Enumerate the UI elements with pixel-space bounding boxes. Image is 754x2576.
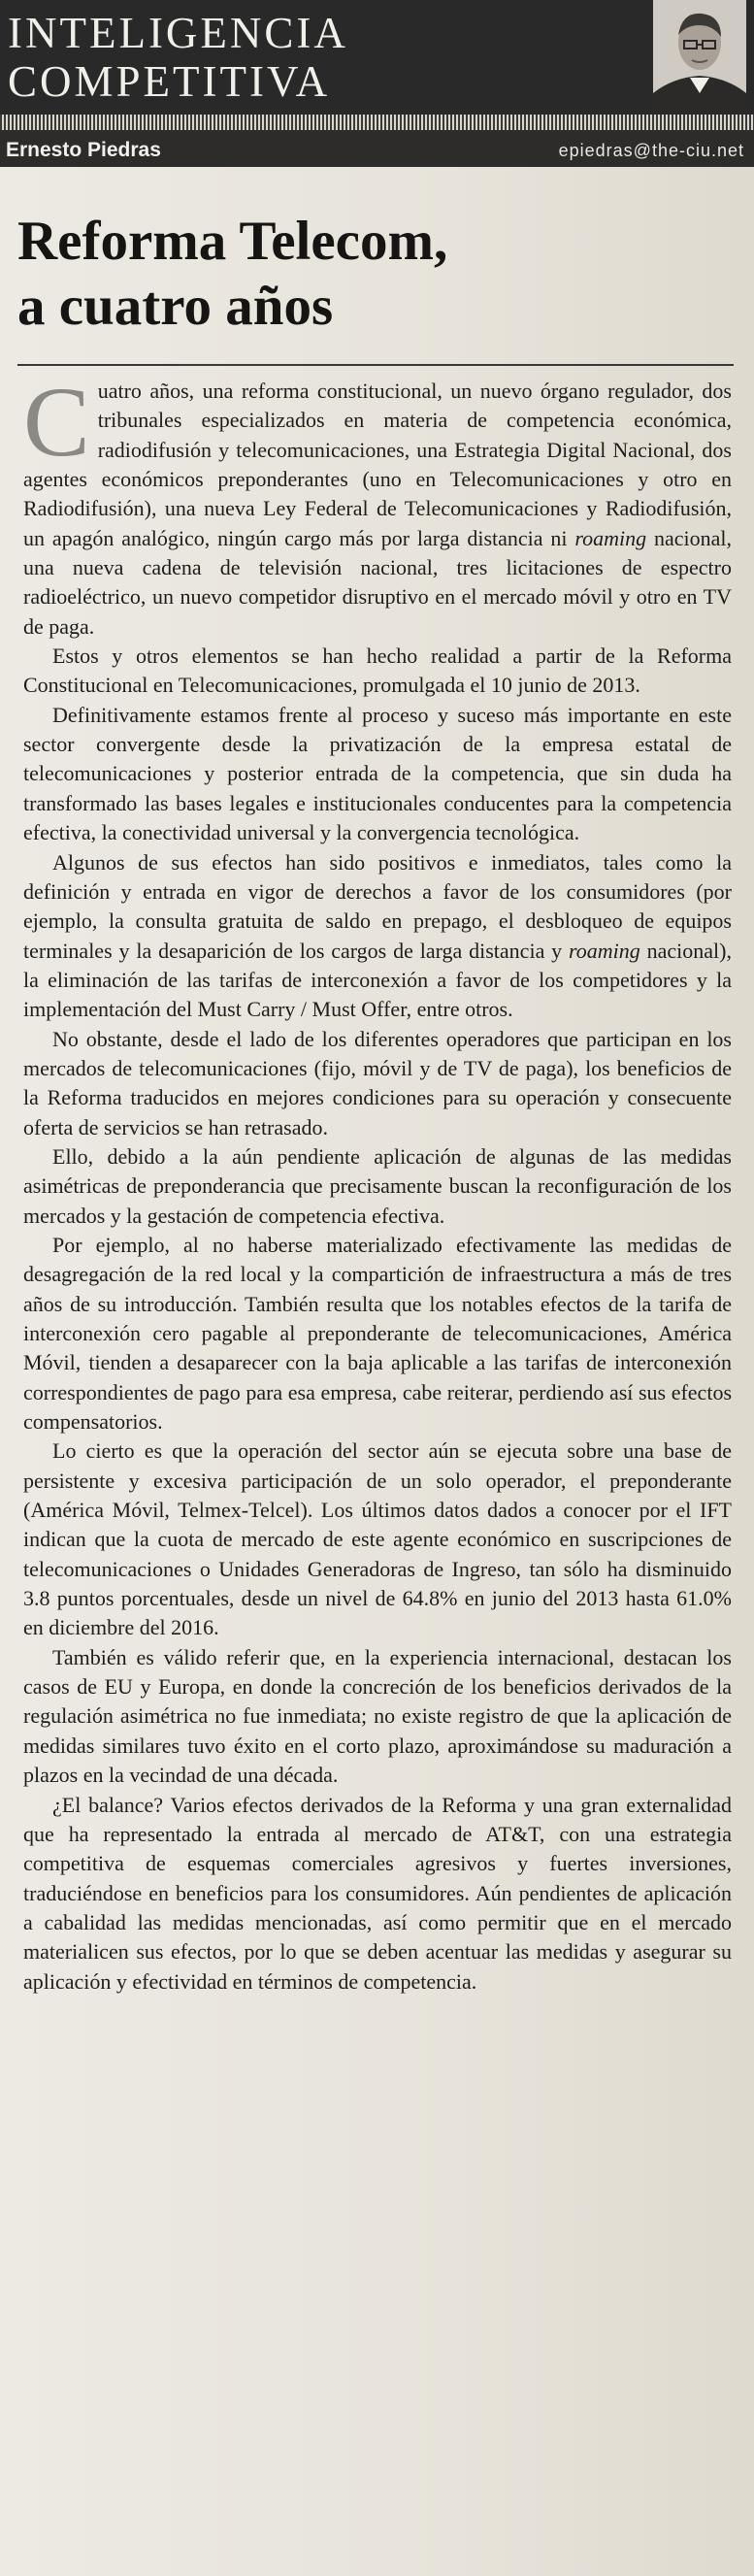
- paragraph-1: [23, 367, 732, 642]
- paragraph-6: Ello, debido a la aún pendiente aplicación de algunas de las medidas asimétricas de preponderancia que precisamente buscan la reconfiguración de los mercados y la gestación de competencia efectiva.: [23, 1143, 732, 1228]
- paragraph-4-text-a: Algunos de sus efectos han sido positivos e inmediatos, tales como la definición y entrada en vigor de derechos a favor de los consumidores (por ejemplo, la consulta gratuita de saldo en prepago, el desbloqueo de equipos terminales y la desaparición de los cargos de larga distancia y: [23, 849, 732, 963]
- headline-line2: a cuatro años: [17, 276, 334, 337]
- author-name: Ernesto Piedras: [6, 139, 161, 161]
- drop-cap: C: [23, 367, 90, 478]
- author-photo-icon: [653, 0, 746, 115]
- article-headline: [17, 209, 736, 339]
- headline-line1: Reforma Telecom,: [17, 211, 448, 272]
- paragraph-1-italic: roaming: [574, 525, 647, 550]
- section-title-line2: COMPETITIVA: [8, 57, 331, 106]
- paragraph-8: Lo cierto es que la operación del sector aún se ejecuta sobre una base de persistente y excesiva participación de un solo operador, el preponderante (América Móvil, Telmex-Telcel). Los últimos datos dados a conocer por el IFT indican que la cuota de mercado de este agente económico en suscripciones de telecomunicaciones o Unidades Generadoras de Ingreso, tan sólo ha disminuido 3.8 puntos porcentuales, desde un nivel de 64.8% en junio del 2013 hasta 61.0% en diciembre del 2016.: [23, 1438, 732, 1640]
- article-body: [23, 367, 732, 1997]
- headline-rule: [17, 364, 734, 366]
- section-title-line1: INTELIGENCIA: [8, 9, 348, 57]
- paragraph-1-text-a: uatro años, una reforma constitucional, un nuevo órgano regulador, dos tribunales especializados en materia de competencia económica, radiodifusión y telecomunicaciones, una Estrategia Digital Nacional, dos agentes económicos preponderantes (uno en Telecomunicaciones y otro en Radiodifusión), una nueva Ley Federal de Telecomunicaciones y Radiodifusión, un apagón analógico, ningún cargo más por larga distancia ni: [23, 379, 732, 550]
- paragraph-4: [23, 848, 732, 1025]
- paragraph-4-text-b: nacional), la eliminación de las tarifas de interconexión a favor de los competidores y la implementación del Must Carry / Must Offer, entre otros.: [23, 938, 732, 1022]
- paragraph-9: También es válido referir que, en la experiencia internacional, destacan los casos de EU y Europa, en donde la concreción de los beneficios derivados de la regulación asimétrica no fue inmediata; no existe registro de que la aplicación de medidas similares tuvo éxito en el corto plazo, aproximándose su maduración a plazos en la vecindad de una década.: [23, 1644, 732, 1788]
- byline-bar: [0, 130, 754, 167]
- paragraph-10: ¿El balance? Varios efectos derivados de la Reforma y una gran externalidad que ha representado la entrada al mercado de AT&T, con una estrategia competitiva de esquemas comerciales agresivos y fuertes inversiones, traduciéndose en beneficios para los consumidores. Aún pendientes de aplicación a cabalidad las medidas mencionadas, así como permitir que en el mercado materialicen sus efectos, por lo que se deben acentuar las medidas y asegurar su aplicación y efectividad en términos de competencia.: [23, 1792, 732, 1994]
- paragraph-1-text-b: nacional, una nueva cadena de televisión nacional, tres licitaciones de espectro radioeléctrico, un nuevo competidor disruptivo en el mercado móvil y otro en TV de paga.: [23, 525, 732, 639]
- paragraph-5: No obstante, desde el lado de los diferentes operadores que participan en los mercados de telecomunicaciones (fijo, móvil y de TV de paga), los beneficios de la Reforma traducidos en mejores condiciones para su operación y consecuente oferta de servicios se han retrasado.: [23, 1026, 732, 1139]
- author-portrait: [653, 0, 746, 115]
- paragraph-7: Por ejemplo, al no haberse materializado efectivamente las medidas de desagregación de la red local y la compartición de infraestructura a más de tres años de su introducción. También resulta que los notables efectos de la tarifa de interconexión cero pagable al preponderante de telecomunicaciones, América Móvil, tienden a desaparecer con la baja aplicable a las tarifas de interconexión correspondientes de pago para esa empresa, cabe reiterar, perdiendo así sus efectos compensatorios.: [23, 1232, 732, 1435]
- author-email: epiedras@the-ciu.net: [558, 141, 744, 160]
- decorative-stripe: [0, 115, 754, 130]
- column-banner: [0, 0, 754, 115]
- paragraph-3: Definitivamente estamos frente al proceso y suceso más importante en este sector convergente desde la privatización de la empresa estatal de telecomunicaciones y posterior entrada de la competencia, que sin duda ha transformado las bases legales e institucionales conducentes para la competencia efectiva, la conectividad universal y la convergencia tecnológica.: [23, 702, 732, 845]
- paragraph-4-italic: roaming: [569, 938, 640, 963]
- paragraph-2: Estos y otros elementos se han hecho realidad a partir de la Reforma Constitucional en Telecomunicaciones, promulgada el 10 junio de 2013.: [23, 644, 732, 698]
